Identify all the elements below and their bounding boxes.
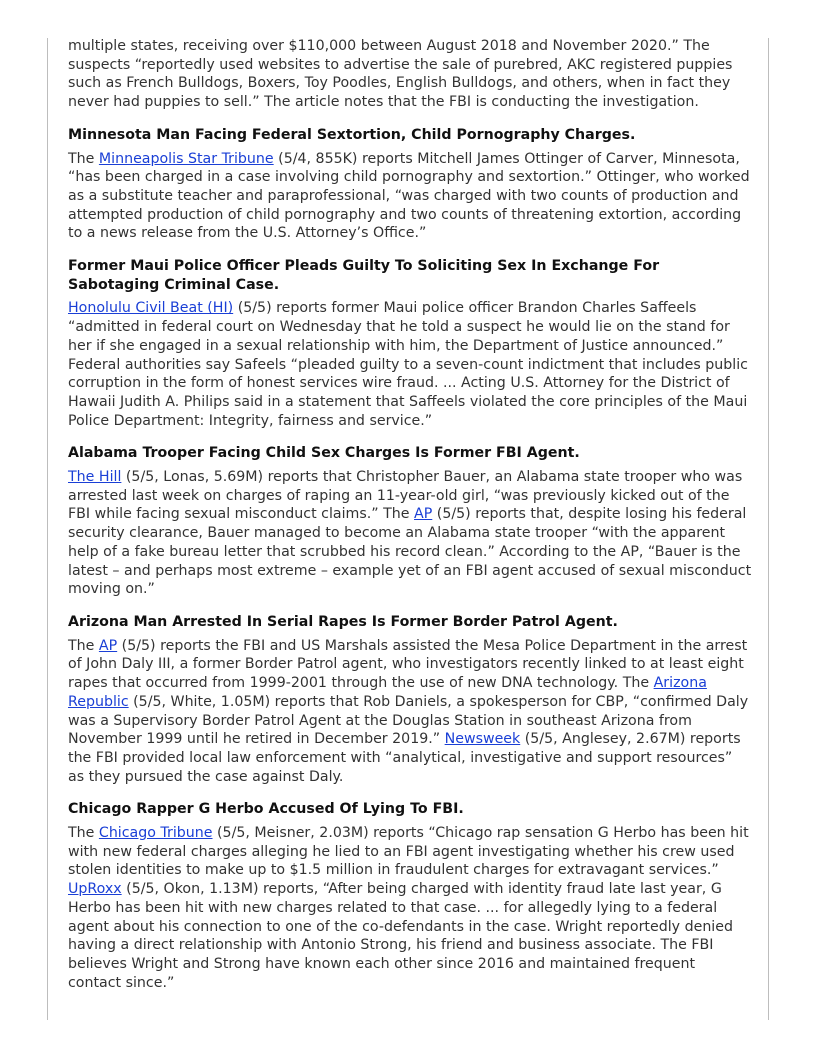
article-body: The Minneapolis Star Tribune (5/4, 855K) reports Mitchell James Ottinger of Carver, Minnesota, “has been charged in a case involving child pornography and sextortion.” Ottinger, who worked as a substitute teacher and paraprofessional, “was charged with two counts of production and attempted production of child pornography and two counts of threatening extortion, according to a news release from the U.S. Attorney’s Office.”	[68, 150, 750, 242]
source-link-uproxx[interactable]: UpRoxx	[68, 881, 122, 898]
right-margin-rule	[768, 38, 769, 1020]
article-maui-police-officer	[68, 257, 752, 430]
news-digest-page	[68, 37, 752, 992]
article-minnesota-sextortion	[68, 126, 752, 243]
source-link-arizona-republic[interactable]: Arizona Republic	[68, 675, 707, 710]
left-margin-rule	[47, 38, 48, 1020]
source-link-newsweek[interactable]: Newsweek	[444, 731, 521, 748]
article-headline: Arizona Man Arrested In Serial Rapes Is Former Border Patrol Agent.	[68, 613, 618, 630]
article-headline: Chicago Rapper G Herbo Accused Of Lying To FBI.	[68, 801, 464, 818]
article-headline: Alabama Trooper Facing Child Sex Charges Is Former FBI Agent.	[68, 445, 580, 462]
source-link-ap[interactable]: AP	[98, 637, 118, 654]
article-chicago-rapper	[68, 800, 752, 992]
intro-paragraph: multiple states, receiving over $110,000 between August 2018 and November 2020.” The suspects “reportedly used websites to advertise the sale of purebred, AKC registered puppies such as French Bulldogs, Boxers, Toy Poodles, English Bulldogs, and others, when in fact they never had puppies to sell.” The article notes that the FBI is conducting the investigation.	[68, 38, 733, 111]
source-link-star-tribune[interactable]: Minneapolis Star Tribune	[98, 150, 274, 167]
article-arizona-border-patrol	[68, 613, 752, 786]
source-link-honolulu-civil-beat[interactable]: Honolulu Civil Beat (HI)	[68, 300, 234, 317]
article-body: Honolulu Civil Beat (HI) (5/5) reports former Maui police officer Brandon Charles Saffeels “admitted in federal court on Wednesday that he told a suspect he would lie on the stand for her if she engaged in a sexual relationship with him, the Department of Justice announced.” Federal authorities say Safeels “pleaded guilty to a seven-count indictment that includes public corruption in the form of honest services wire fraud. ... Acting U.S. Attorney for the District of Hawaii Judith A. Philips said in a statement that Saffeels violated the core principles of the Maui Police Department: Integrity, fairness and service.”	[68, 300, 748, 429]
source-link-chicago-tribune[interactable]: Chicago Tribune	[98, 825, 213, 842]
article-headline: Former Maui Police Officer Pleads Guilty To Soliciting Sex In Exchange For Sabotaging Criminal Case.	[68, 258, 660, 293]
article-body: The Chicago Tribune (5/5, Meisner, 2.03M) reports “Chicago rap sensation G Herbo has been hit with new federal charges alleging he lied to an FBI agent investigating whether his crew used stolen identities to make up to $1.5 million in fraudulent charges for extravagant services.” UpRoxx (5/5, Okon, 1.13M) reports, “After being charged with identity fraud late last year, G Herbo has been hit with new charges related to that case. ... for allegedly lying to a federal agent about his connection to one of the co-defendants in the case. Wright reportedly denied having a direct relationship with Antonio Strong, his friend and business associate. The FBI believes Wright and Strong have known each other since 2016 and maintained frequent contact since.”	[68, 825, 749, 991]
article-body: The Hill (5/5, Lonas, 5.69M) reports that Christopher Bauer, an Alabama state trooper who was arrested last week on charges of raping an 11-year-old girl, “was previously kicked out of the FBI while facing sexual misconduct claims.” The AP (5/5) reports that, despite losing his federal security clearance, Bauer managed to become an Alabama state trooper “with the apparent help of a fake bureau letter that scrubbed his record clean.” According to the AP, “Bauer is the latest – and perhaps most extreme – example yet of an FBI agent accused of sexual misconduct moving on.”	[68, 469, 752, 598]
source-link-the-hill[interactable]: The Hill	[68, 469, 122, 486]
source-link-ap[interactable]: AP	[414, 506, 433, 523]
article-body: The AP (5/5) reports the FBI and US Marshals assisted the Mesa Police Department in the arrest of John Daly III, a former Border Patrol agent, who investigators recently linked to at least eight rapes that occurred from 1999-2001 through the use of new DNA technology. The Arizona Republic (5/5, White, 1.05M) reports that Rob Daniels, a spokesperson for CBP, “confirmed Daly was a Supervisory Border Patrol Agent at the Douglas Station in southeast Arizona from November 1999 until he retired in December 2019.” Newsweek (5/5, Anglesey, 2.67M) reports the FBI provided local law enforcement with “analytical, investigative and support resources” as they pursued the case against Daly.	[68, 637, 749, 785]
article-headline: Minnesota Man Facing Federal Sextortion, Child Pornography Charges.	[68, 126, 636, 143]
article-alabama-trooper	[68, 444, 752, 599]
